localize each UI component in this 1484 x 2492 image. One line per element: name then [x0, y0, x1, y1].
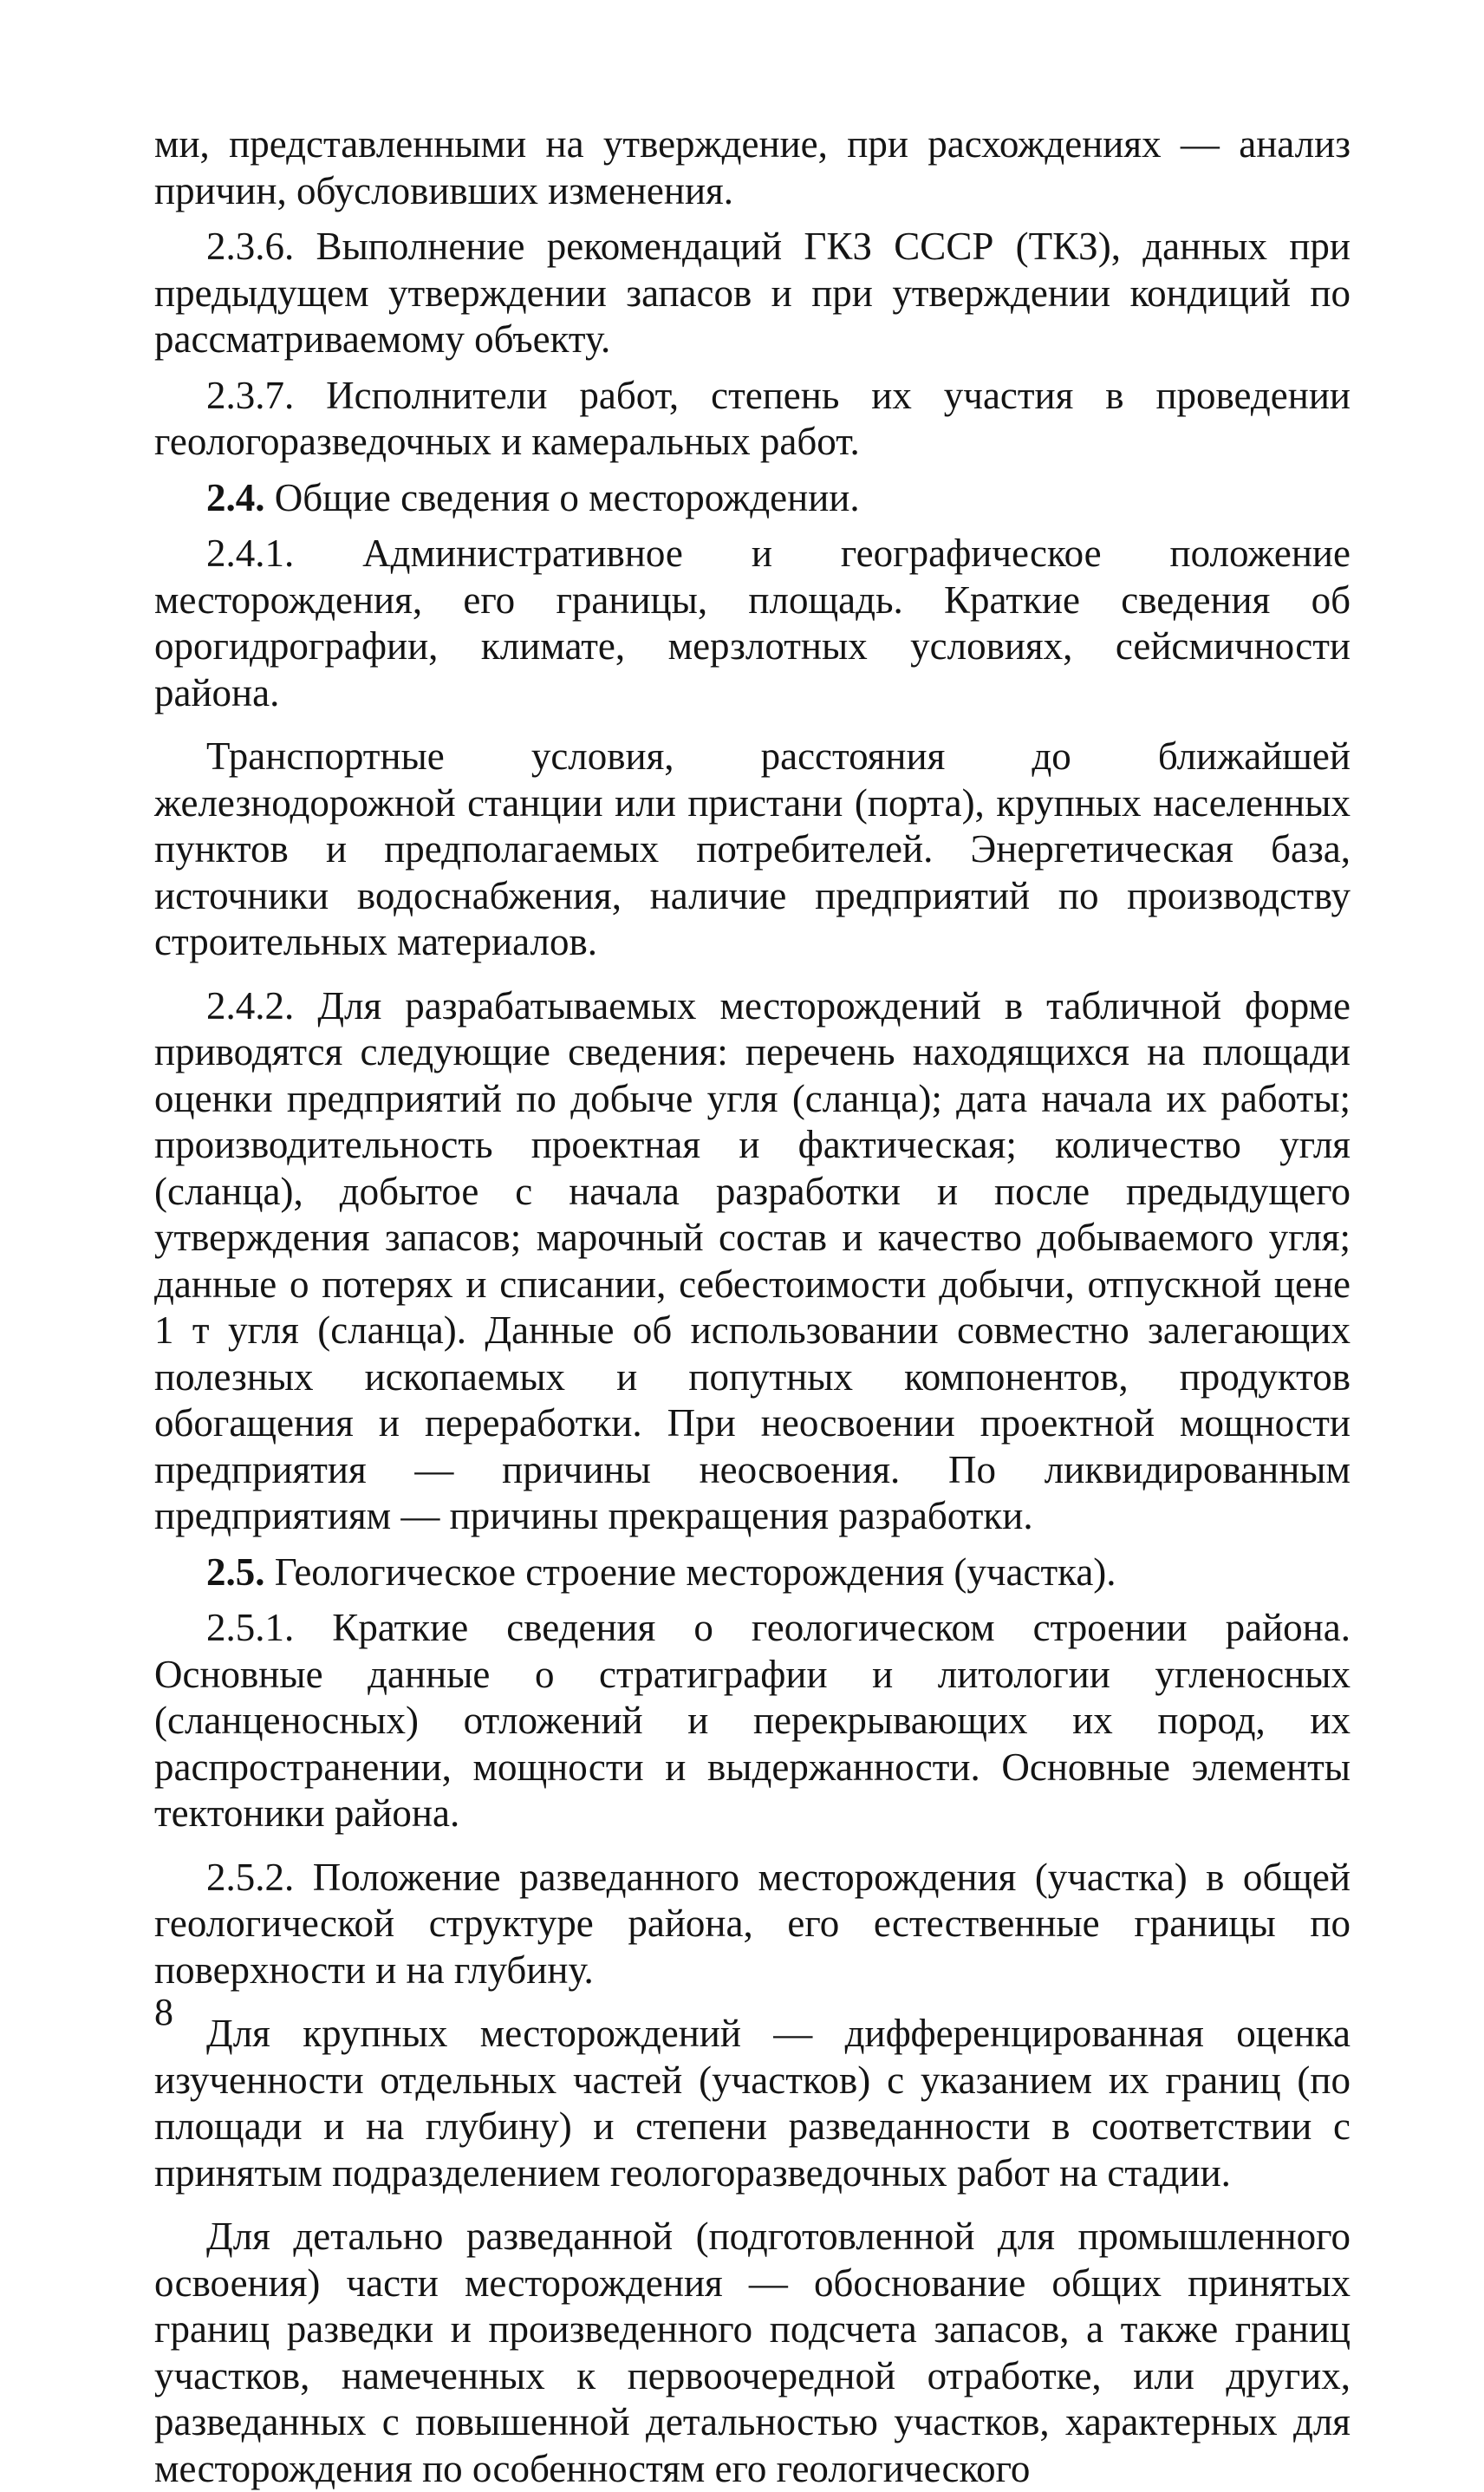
- paragraph-continuation: ми, представленными на утверждение, при расхождениях — анализ причин, обусловивших изменения.: [154, 122, 1351, 212]
- paragraph-detailed: Для детально разведанной (подготовленной для промышленного освоения) части месторождения — обоснование общих принятых границ разведки и произведенного подсчета запасов, а также границ участков, намеченных к первоочередной отработке, или других, разведанных с повышенной детальностью участков, характерных для месторождения по особенностям его геологического: [154, 2215, 1351, 2490]
- page-number: 8: [154, 1991, 173, 2033]
- section-heading-2-4: [154, 475, 1351, 522]
- document-page: [154, 121, 1351, 2492]
- section-title: Геологическое строение месторождения (участка).: [264, 1549, 1116, 1594]
- paragraph-large-deposits: Для крупных месторождений — дифференцированная оценка изученности отдельных частей (участков) с указанием их границ (по площади и на глубину) и степени разведанности в соответствии с принятым подразделением геологоразведочных работ на стадии.: [154, 2012, 1351, 2195]
- paragraph-transport: Транспортные условия, расстояния до ближайшей железнодорожной станции или пристани (порта), крупных населенных пунктов и предполагаемых потребителей. Энергетическая база, источники водоснабжения, наличие предприятий по производству строительных материалов.: [154, 734, 1351, 963]
- section-title: Общие сведения о месторождении.: [264, 475, 860, 519]
- paragraph-2-4-1: 2.4.1. Административное и географическое положение месторождения, его границы, площадь. Краткие сведения об орогидрографии, климате, мерзлотных условиях, сейсмичности района.: [154, 532, 1351, 714]
- paragraph-2-4-2: 2.4.2. Для разрабатываемых месторождений в табличной форме приводятся следующие сведения: перечень находящихся на площади оценки предприятий по добыче угля (сланца); дата начала их работы; производительность проектная и фактическая; количество угля (сланца), добытое с начала разработки и после предыдущего утверждения запасов; марочный состав и качество добываемого угля; данные о потерях и списании, себестоимости добычи, отпускной цене 1 т угля (сланца). Данные об использовании совместно залегающих полезных ископаемых и попутных компонентов, продуктов обогащения и переработки. При неосвоении проектной мощности предприятия — причины неосвоения. По ликвидированным предприятиям — причины прекращения разработки.: [154, 983, 1351, 1537]
- section-number: 2.5.: [206, 1549, 265, 1594]
- paragraph-2-5-1: 2.5.1. Краткие сведения о геологическом строении района. Основные данные о стратиграфии и литологии угленосных (сланценосных) отложений и перекрывающих их пород, их распространении, мощности и выдержанности. Основные элементы тектоники района.: [154, 1606, 1351, 1835]
- paragraph-2-5-2: 2.5.2. Положение разведанного месторождения (участка) в общей геологической структуре района, его естественные границы по поверхности и на глубину.: [154, 1855, 1351, 1992]
- paragraph-2-3-6: 2.3.6. Выполнение рекомендаций ГКЗ СССР (ТКЗ), данных при предыдущем утверждении запасов и при утверждении кондиций по рассматриваемому объекту.: [154, 225, 1351, 361]
- paragraph-2-3-7: 2.3.7. Исполнители работ, степень их участия в проведении геологоразведочных и камеральных работ.: [154, 373, 1351, 463]
- section-heading-2-5: [154, 1549, 1351, 1596]
- section-number: 2.4.: [206, 475, 265, 519]
